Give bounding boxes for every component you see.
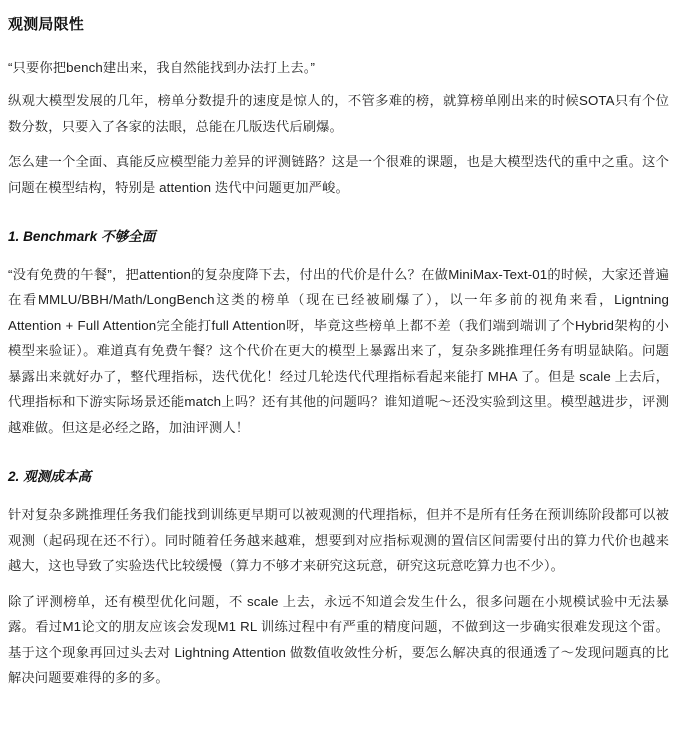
paragraph-intro-sota: 纵观大模型发展的几年，榜单分数提升的速度是惊人的，不管多难的榜，就算榜单刚出来的时候SOTA只有个位数分数，只要入了各家的法眼，总能在几版迭代后刷爆。 [8, 93, 669, 134]
paragraph-quote-bench: “只要你把bench建出来，我自然能找到办法打上去。” [8, 59, 316, 75]
paragraph-observation-cost-body-2: 除了评测榜单，还有模型优化问题，不 scale 上去，永远不知道会发生什么，很多问题在小规模试验中无法暴露。看过M1论文的朋友应该会发现M1 RL 训练过程中有严重的精度问题，不做到这一步确实很难发现这个雷。基于这个现象再回过头去对 Lightning Attention 做数值收敛性分析，要怎么解决真的很通透了～发现问题真的比解决问题要难得的多的多。 [8, 593, 669, 686]
section-heading-observation-cost: 2. 观测成本高 [8, 469, 92, 485]
page-title: 观测局限性 [8, 16, 85, 33]
document-body [8, 55, 669, 691]
section-heading-benchmark: 1. Benchmark 不够全面 [8, 229, 156, 245]
paragraph-benchmark-body: “没有免费的午餐”，把attention的复杂度降下去，付出的代价是什么？在做MiniMax-Text-01的时候，大家还普遍在看MMLU/BBH/Math/LongBench这类的榜单（现在已经被刷爆了），以一年多前的视角来看，Ligntning Attention + Full Attention完全能打full Attention呀，毕竟这些榜单上都不差（我们端到端训了个Hybrid架构的小模型来验证）。难道真有免费午餐？这个代价在更大的模型上暴露出来了，复杂多跳推理任务有明显缺陷。问题暴露出来就好办了，整代理指标，迭代优化！经过几轮迭代代理指标看起来能打 MHA 了。但是 scale 上去后，代理指标和下游实际场景还能match上吗？还有其他的问题吗？谁知道呢～还没实验到这里。模型越进步，评测越难做。但这是必经之路，加油评测人！ [8, 266, 669, 435]
paragraph-observation-cost-body-1: 针对复杂多跳推理任务我们能找到训练更早期可以被观测的代理指标，但并不是所有任务在预训练阶段都可以被观测（起码现在还不行）。同时随着任务越来越难，想要到对应指标观测的置信区间需要付出的算力代价也越来越大，这也导致了实验迭代比较缓慢（算力不够才来研究这玩意，研究这玩意吃算力也不少）。 [8, 507, 669, 574]
paragraph-intro-question: 怎么建一个全面、真能反应模型能力差异的评测链路？这是一个很难的课题，也是大模型迭代的重中之重。这个问题在模型结构，特别是 attention 迭代中问题更加严峻。 [8, 154, 669, 195]
